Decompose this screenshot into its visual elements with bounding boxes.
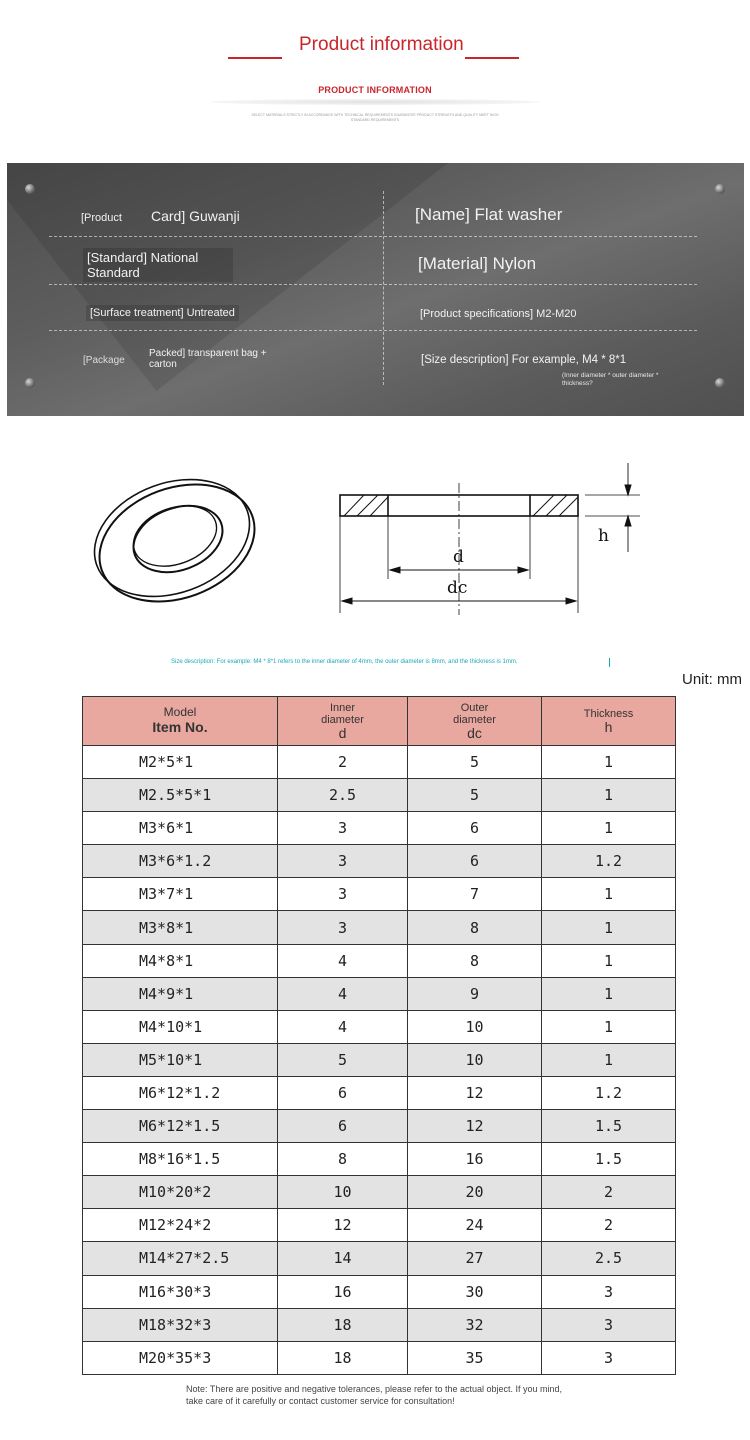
page-title: Product information: [299, 34, 464, 55]
table-row: [83, 845, 676, 878]
page-subtitle: PRODUCT INFORMATION: [318, 85, 432, 95]
thickness-cell: 1: [542, 977, 676, 1010]
inner-diameter-cell: 18: [278, 1308, 408, 1341]
inner-diameter-cell: 12: [278, 1209, 408, 1242]
inner-diameter-cell: 18: [278, 1341, 408, 1374]
thickness-cell: 1: [542, 878, 676, 911]
table-row: [83, 746, 676, 779]
outer-diameter-cell: 6: [408, 812, 542, 845]
h-label: h: [598, 526, 609, 546]
unit-label: Unit: mm: [682, 671, 742, 688]
d-label: d: [453, 547, 464, 567]
outer-diameter-cell: 30: [408, 1275, 542, 1308]
divider: [383, 191, 384, 385]
thickness-cell: 1: [542, 1043, 676, 1076]
header-inner-diameter: Inner diameter d: [278, 697, 408, 746]
surface-field: [Surface treatment] Untreated: [86, 305, 239, 321]
bolt-icon: [25, 378, 35, 388]
thickness-cell: 1.5: [542, 1110, 676, 1143]
outer-diameter-cell: 5: [408, 746, 542, 779]
specifications-field: [Product specifications] M2-M20: [420, 308, 577, 320]
package-label: [Package: [83, 355, 125, 366]
outer-diameter-cell: 9: [408, 977, 542, 1010]
header-model: Model Item No.: [83, 697, 278, 746]
washer-perspective-drawing: [78, 459, 271, 622]
table-row: [83, 911, 676, 944]
inner-diameter-cell: 4: [278, 944, 408, 977]
header-outer-diameter: Outer diameter dc: [408, 697, 542, 746]
header-fine-print: SELECT MATERIALS STRICTLY IN ACCORDANCE WITH TECHNICAL REQUIREMENTS GUARANTEE PRODUCT STRENGTH AND QUALITY MEET HIGH STANDARD REQUIREMENTS: [251, 113, 499, 122]
thickness-cell: 1: [542, 1010, 676, 1043]
size-example-note: Size description: For example: M4 * 8*1 refers to the inner diameter of 4mm, the outer diameter is 8mm, and the thickness is 1mm.: [171, 659, 518, 665]
header-right-rule: [465, 57, 519, 59]
table-row: [83, 1176, 676, 1209]
inner-diameter-cell: 5: [278, 1043, 408, 1076]
divider: [49, 236, 697, 237]
inner-diameter-cell: 8: [278, 1143, 408, 1176]
inner-diameter-cell: 10: [278, 1176, 408, 1209]
table-row: [83, 1110, 676, 1143]
bolt-icon: [715, 184, 725, 194]
thickness-cell: 1.5: [542, 1143, 676, 1176]
model-cell: M4*8*1: [83, 944, 278, 977]
model-cell: M4*10*1: [83, 1010, 278, 1043]
thickness-cell: 3: [542, 1341, 676, 1374]
footer-note: Note: There are positive and negative tolerances, please refer to the actual object. If you mind, take care of it carefully or contact customer service for consultation!: [186, 1384, 563, 1406]
outer-diameter-cell: 8: [408, 911, 542, 944]
thickness-cell: 2: [542, 1176, 676, 1209]
inner-diameter-cell: 2: [278, 746, 408, 779]
table-row: [83, 1043, 676, 1076]
outer-diameter-cell: 10: [408, 1043, 542, 1076]
standard-field: [Standard] National Standard: [83, 248, 233, 282]
outer-diameter-cell: 27: [408, 1242, 542, 1275]
inner-diameter-cell: 6: [278, 1076, 408, 1109]
model-cell: M14*27*2.5: [83, 1242, 278, 1275]
divider: [49, 284, 697, 285]
thickness-cell: 2: [542, 1209, 676, 1242]
outer-diameter-cell: 16: [408, 1143, 542, 1176]
inner-diameter-cell: 4: [278, 977, 408, 1010]
model-cell: M3*6*1.2: [83, 845, 278, 878]
model-cell: M2.5*5*1: [83, 779, 278, 812]
table-row: [83, 1076, 676, 1109]
divider: [49, 330, 697, 331]
table-row: [83, 977, 676, 1010]
inner-diameter-cell: 3: [278, 911, 408, 944]
header-left-rule: [228, 57, 282, 59]
model-cell: M20*35*3: [83, 1341, 278, 1374]
table-row: [83, 944, 676, 977]
model-cell: M3*7*1: [83, 878, 278, 911]
spec-table: [82, 696, 676, 1375]
inner-diameter-cell: 6: [278, 1110, 408, 1143]
outer-diameter-cell: 32: [408, 1308, 542, 1341]
table-row: [83, 1341, 676, 1374]
material-field: [Material] Nylon: [418, 254, 537, 273]
model-cell: M12*24*2: [83, 1209, 278, 1242]
product-card-label: [Product: [81, 212, 122, 224]
table-row: [83, 1242, 676, 1275]
model-cell: M6*12*1.2: [83, 1076, 278, 1109]
washer-section-drawing: [340, 463, 640, 615]
thickness-cell: 1: [542, 812, 676, 845]
outer-diameter-cell: 12: [408, 1110, 542, 1143]
table-row: [83, 1209, 676, 1242]
table-row: [83, 1010, 676, 1043]
outer-diameter-cell: 5: [408, 779, 542, 812]
thickness-cell: 1: [542, 911, 676, 944]
product-card-value: Card] Guwanji: [151, 208, 240, 224]
outer-diameter-cell: 20: [408, 1176, 542, 1209]
table-row: [83, 812, 676, 845]
washer-diagram: [0, 445, 750, 625]
outer-diameter-cell: 8: [408, 944, 542, 977]
outer-diameter-cell: 10: [408, 1010, 542, 1043]
inner-diameter-cell: 3: [278, 812, 408, 845]
outer-diameter-cell: 24: [408, 1209, 542, 1242]
outer-diameter-cell: 6: [408, 845, 542, 878]
thickness-cell: 1: [542, 944, 676, 977]
model-cell: M16*30*3: [83, 1275, 278, 1308]
model-cell: M6*12*1.5: [83, 1110, 278, 1143]
header-shadow: [210, 99, 540, 105]
bolt-icon: [25, 184, 35, 194]
outer-diameter-cell: 12: [408, 1076, 542, 1109]
dc-label: dc: [447, 578, 468, 598]
table-row: [83, 878, 676, 911]
model-cell: M4*9*1: [83, 977, 278, 1010]
note-marker: [609, 658, 610, 667]
package-value: Packed] transparent bag + carton: [149, 348, 267, 370]
product-info-panel: [7, 163, 744, 416]
inner-diameter-cell: 3: [278, 845, 408, 878]
table-row: [83, 1275, 676, 1308]
inner-diameter-cell: 4: [278, 1010, 408, 1043]
inner-diameter-cell: 3: [278, 878, 408, 911]
inner-diameter-cell: 16: [278, 1275, 408, 1308]
model-cell: M3*8*1: [83, 911, 278, 944]
thickness-cell: 3: [542, 1275, 676, 1308]
bolt-icon: [715, 378, 725, 388]
outer-diameter-cell: 35: [408, 1341, 542, 1374]
name-field: [Name] Flat washer: [415, 205, 563, 224]
table-row: [83, 1143, 676, 1176]
model-cell: M10*20*2: [83, 1176, 278, 1209]
model-cell: M3*6*1: [83, 812, 278, 845]
table-row: [83, 779, 676, 812]
header-thickness: Thickness h: [542, 697, 676, 746]
size-note: (Inner diameter * outer diameter * thickness?: [562, 372, 659, 387]
model-cell: M8*16*1.5: [83, 1143, 278, 1176]
thickness-cell: 3: [542, 1308, 676, 1341]
inner-diameter-cell: 14: [278, 1242, 408, 1275]
size-description-field: [Size description] For example, M4 * 8*1: [421, 354, 627, 366]
outer-diameter-cell: 7: [408, 878, 542, 911]
table-row: [83, 1308, 676, 1341]
thickness-cell: 1: [542, 779, 676, 812]
table-header-row: [83, 697, 676, 746]
thickness-cell: 2.5: [542, 1242, 676, 1275]
thickness-cell: 1: [542, 746, 676, 779]
model-cell: M5*10*1: [83, 1043, 278, 1076]
inner-diameter-cell: 2.5: [278, 779, 408, 812]
thickness-cell: 1.2: [542, 845, 676, 878]
thickness-cell: 1.2: [542, 1076, 676, 1109]
model-cell: M18*32*3: [83, 1308, 278, 1341]
model-cell: M2*5*1: [83, 746, 278, 779]
